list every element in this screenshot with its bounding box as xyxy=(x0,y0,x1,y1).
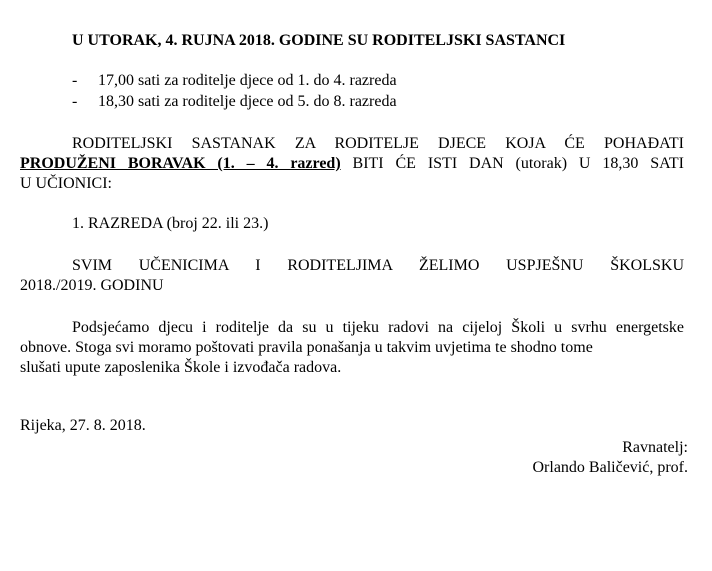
notice-heading: U UTORAK, 4. RUJNA 2018. GODINE SU RODITELJSKI SASTANCI xyxy=(72,32,566,49)
wishes-line-1: SVIM UČENICIMA I RODITELJIMA ŽELIMO USPJEŠNU ŠKOLSKU xyxy=(72,257,684,274)
boravak-highlight: PRODUŽENI BORAVAK (1. – 4. razred) xyxy=(20,155,341,172)
wishes-line-2: 2018./2019. GODINU xyxy=(20,277,164,294)
schedule-dash-1: - xyxy=(72,72,78,89)
schedule-item-2: 18,30 sati za roditelje djece od 5. do 8. razreda xyxy=(98,93,397,110)
place-date: Rijeka, 27. 8. 2018. xyxy=(20,417,146,434)
reminder-line-1: Podsjećamo djecu i roditelje da su u tijeku radovi na cijeloj Školi u svrhu energetske xyxy=(72,319,684,336)
reminder-line-3: slušati upute zaposlenika Škole i izvođača radova. xyxy=(20,359,342,376)
signature-name: Orlando Baličević, prof. xyxy=(532,459,688,476)
schedule-dash-2: - xyxy=(72,93,78,110)
schedule-item-1: 17,00 sati za roditelje djece od 1. do 4. razreda xyxy=(98,72,397,89)
boravak-line-2-rest: BITI ĆE ISTI DAN (utorak) U 18,30 SATI xyxy=(340,155,685,172)
reminder-line-2: obnove. Stoga svi moramo poštovati pravila ponašanja u takvim uvjetima te shodno tome xyxy=(20,339,593,356)
classroom-line: 1. RAZREDA (broj 22. ili 23.) xyxy=(72,215,269,232)
boravak-line-2 xyxy=(20,154,684,174)
boravak-line-3: U UČIONICI: xyxy=(20,175,112,192)
signature-title: Ravnatelj: xyxy=(622,439,688,456)
boravak-line-1: RODITELJSKI SASTANAK ZA RODITELJE DJECE KOJA ĆE POHAĐATI xyxy=(72,135,684,152)
